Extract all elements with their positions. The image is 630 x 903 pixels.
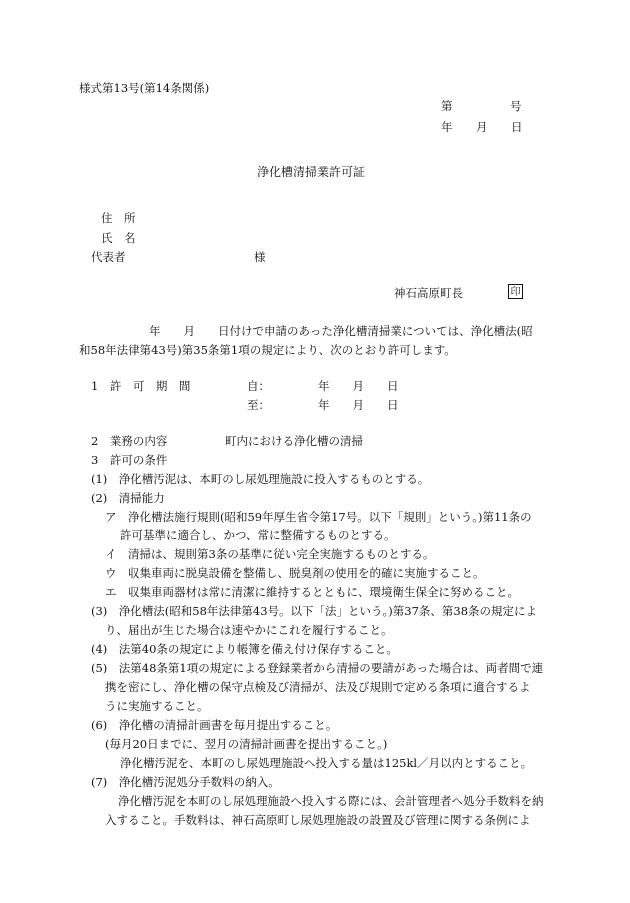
- condition-4: (4) 法第40条の規定により帳簿を備え付け保存すること。: [91, 642, 398, 656]
- condition-2-e: エ 収集車両器材は常に清潔に維持するとともに、環境衛生保全に努めること。: [105, 585, 519, 599]
- honorific: 様: [254, 250, 266, 264]
- condition-1: (1) 浄化槽汚泥は、本町のし尿処理施設に投入するものとする。: [91, 472, 430, 486]
- condition-3-line-2: り、届出が生じた場合は速やかにこれを履行すること。: [105, 623, 393, 637]
- address-label: 住 所: [101, 211, 136, 225]
- form-number: 様式第13号(第14条関係): [79, 81, 210, 95]
- condition-7-line-2: 浄化槽汚泥を本町のし尿処理施設へ投入する際には、会計管理者へ処分手数料を納: [118, 794, 544, 808]
- seal-mark: 印: [508, 284, 523, 299]
- condition-7-line-3: 入すること。手数料は、神石高原町し尿処理施設の設置及び管理に関する条例によ: [105, 813, 531, 827]
- condition-6-note: (毎月20日までに、翌月の清掃計画書を提出すること。): [105, 737, 388, 751]
- period-label: 1 許 可 期 間: [91, 379, 191, 393]
- condition-2-a-line-2: 許可基準に適合し、かつ、常に整備するものとする。: [120, 528, 396, 542]
- preamble-line-2: 和58年法律第43号)第35条第1項の規定により、次のとおり許可します。: [79, 343, 456, 357]
- condition-6-volume: 浄化槽汚泥を、本町のし尿処理施設へ投入する量は125kl／月以内とすること。: [120, 756, 533, 770]
- preamble-line-1: 年 月 日付けで申請のあった浄化槽清掃業については、浄化槽法(昭: [149, 324, 533, 338]
- condition-6: (6) 浄化槽の清掃計画書を毎月提出すること。: [91, 718, 338, 732]
- period-from-date: 年 月 日: [318, 379, 399, 393]
- header-month: 月: [476, 120, 488, 134]
- condition-2-u: ウ 収集車両に脱臭設備を整備し、脱臭剤の使用を的確に実施すること。: [105, 566, 485, 580]
- document-title: 浄化槽清掃業許可証: [257, 165, 366, 179]
- header-year: 年: [441, 120, 453, 134]
- condition-2-a-line-1: ア 浄化槽法施行規則(昭和59年厚生省令第17号。以下「規則」という。)第11条の: [105, 510, 532, 524]
- header-day: 日: [511, 120, 523, 134]
- business-label: 2 業務の内容: [91, 434, 168, 448]
- number-suffix: 号: [510, 99, 522, 113]
- period-to-label: 至：: [247, 398, 270, 412]
- representative-label: 代表者: [91, 250, 126, 264]
- condition-5-line-1: (5) 法第48条第1項の規定による登録業者から清掃の要請があった場合は、両者間で連: [91, 661, 544, 675]
- conditions-label: 3 許可の条件: [91, 453, 168, 467]
- business-content: 町内における浄化槽の清掃: [225, 434, 363, 448]
- condition-5-line-2: 携を密にし、浄化槽の保守点検及び清掃が、法及び規則で定める条項に適合するよ: [105, 680, 531, 694]
- period-to-date: 年 月 日: [318, 398, 399, 412]
- name-label: 氏 名: [101, 231, 136, 245]
- condition-5-line-3: うに実施すること。: [105, 699, 209, 713]
- condition-2: (2) 清掃能力: [91, 491, 165, 505]
- condition-7: (7) 浄化槽汚泥処分手数料の納入。: [91, 775, 280, 789]
- condition-3-line-1: (3) 浄化槽法(昭和58年法律第43号。以下「法」という。)第37条、第38条の規定によ: [91, 604, 538, 618]
- issuer-name: 神石高原町長: [394, 286, 463, 300]
- condition-2-i: イ 清掃は、規則第3条の基準に従い完全実施するものとする。: [105, 547, 435, 561]
- period-from-label: 自：: [247, 379, 270, 393]
- number-prefix: 第: [441, 99, 453, 113]
